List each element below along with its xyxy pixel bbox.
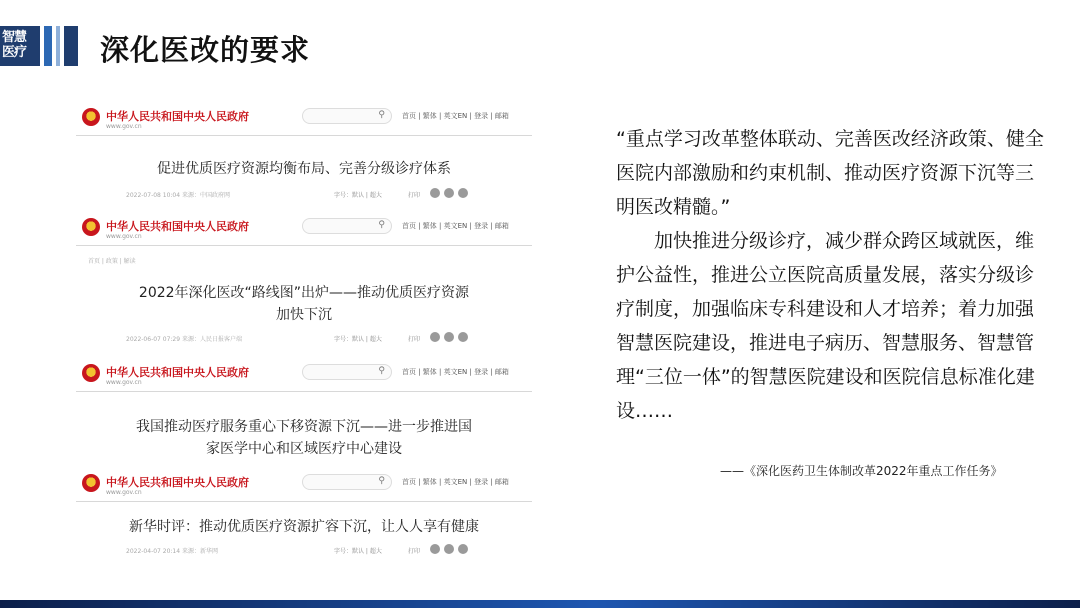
share-icon[interactable] [444,332,454,342]
source-citation: ——《深化医药卫生体制改革2022年重点工作任务》 [720,464,1003,478]
search-icon[interactable]: ⚲ [378,476,385,486]
site-name: 中华人民共和国中央人民政府 [106,366,249,379]
site-nav[interactable]: 首页 | 繁体 | 英文EN | 登录 | 邮箱 [402,112,509,120]
search-input[interactable] [302,474,392,490]
share-icon[interactable] [444,544,454,554]
site-header [76,212,532,246]
logo [0,26,80,66]
article-date-source: 2022-04-07 20:14 来源：新华网 [126,548,218,555]
article-date-source: 2022-07-08 10:04 来源：中国政府网 [126,192,230,199]
font-size-control[interactable]: 字号：默认 | 超大 [334,336,382,343]
logo-bar [44,26,52,66]
article-meta [126,546,526,556]
site-url: www.gov.cn [106,379,142,386]
site-url: www.gov.cn [106,489,142,496]
logo-bar [64,26,78,66]
search-icon[interactable]: ⚲ [378,110,385,120]
news-card-3[interactable] [76,358,532,466]
share-icon[interactable] [430,332,440,342]
share-icon[interactable] [458,332,468,342]
share-icon[interactable] [430,544,440,554]
share-icon[interactable] [458,188,468,198]
article-meta [126,334,526,344]
news-headline[interactable]: 促进优质医疗资源均衡布局、完善分级诊疗体系 [157,161,451,177]
page-title: 深化医改的要求 [100,33,311,67]
share-icon[interactable] [430,188,440,198]
article-date-source: 2022-06-07 07:29 来源：人民日报客户端 [126,336,242,343]
news-card-4[interactable] [76,468,532,558]
site-header [76,102,532,136]
news-card-2[interactable] [76,212,532,352]
site-header [76,358,532,392]
search-input[interactable] [302,108,392,124]
article-meta [126,190,526,200]
logo-mark [0,26,40,66]
news-headline[interactable]: 我国推动医疗服务重心下移资源下沉——进一步推进国家医学中心和区域医疗中心建设 [136,419,472,457]
quote-text: “重点学习改革整体联动、完善医改经济政策、健全医院内部激励和约束机制、推动医疗资源下沉等三明医改精髓。” [616,128,1044,218]
print-link[interactable]: 打印 [408,548,421,555]
footer-bar [0,600,1080,608]
font-size-control[interactable]: 字号：默认 | 超大 [334,192,382,199]
body-paragraph: 加快推进分级诊疗，减少群众跨区域就医，维护公益性，推进公立医院高质量发展，落实分级诊疗制度，加强临床专科建设和人才培养；着力加强智慧医院建设，推进电子病历、智慧服务、智慧管理“三位一体”的智慧医院建设和医院信息标准化建设…… [616,230,1035,422]
site-nav[interactable]: 首页 | 繁体 | 英文EN | 登录 | 邮箱 [402,222,509,230]
site-nav[interactable]: 首页 | 繁体 | 英文EN | 登录 | 邮箱 [402,368,509,376]
logo-text-line1: 智慧 [2,30,27,45]
print-link[interactable]: 打印 [408,336,421,343]
national-emblem-icon [82,474,100,492]
national-emblem-icon [82,364,100,382]
logo-bar [56,26,60,66]
site-url: www.gov.cn [106,233,142,240]
national-emblem-icon [82,108,100,126]
news-card-1[interactable] [76,102,532,208]
print-link[interactable]: 打印 [408,192,421,199]
site-name: 中华人民共和国中央人民政府 [106,476,249,489]
national-emblem-icon [82,218,100,236]
breadcrumb[interactable]: 首页 | 政策 | 解读 [88,258,136,265]
news-headline[interactable]: 2022年深化医改“路线图”出炉——推动优质医疗资源加快下沉 [138,285,470,323]
share-icon[interactable] [444,188,454,198]
site-name: 中华人民共和国中央人民政府 [106,220,249,233]
site-nav[interactable]: 首页 | 繁体 | 英文EN | 登录 | 邮箱 [402,478,509,486]
site-name: 中华人民共和国中央人民政府 [106,110,249,123]
site-header [76,468,532,502]
share-icon[interactable] [458,544,468,554]
font-size-control[interactable]: 字号：默认 | 超大 [334,548,382,555]
news-headline[interactable]: 新华时评：推动优质医疗资源扩容下沉，让人人享有健康 [129,519,479,535]
search-input[interactable] [302,218,392,234]
search-input[interactable] [302,364,392,380]
logo-text-line2: 医疗 [2,45,27,60]
search-icon[interactable]: ⚲ [378,220,385,230]
search-icon[interactable]: ⚲ [378,366,385,376]
site-url: www.gov.cn [106,123,142,130]
